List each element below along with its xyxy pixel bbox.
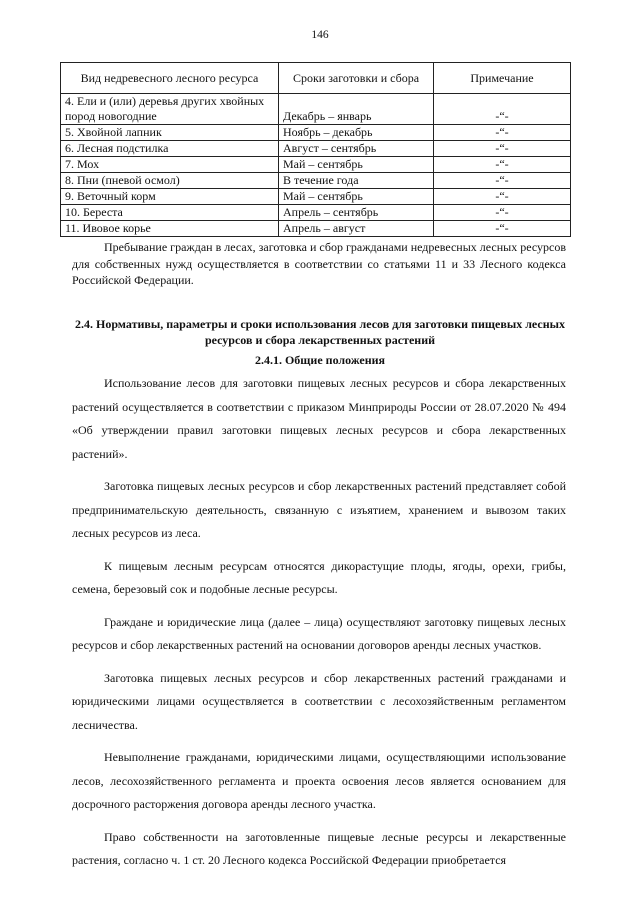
cell-resource-type: 5. Хвойной лапник <box>61 125 279 141</box>
cell-resource-type: 6. Лесная подстилка <box>61 141 279 157</box>
cell-resource-type: 11. Ивовое корье <box>61 221 279 237</box>
table-row <box>61 173 571 189</box>
cell-note: -“- <box>434 173 571 189</box>
cell-note: -“- <box>434 141 571 157</box>
cell-harvest-period: Апрель – сентябрь <box>279 205 434 221</box>
cell-harvest-period: В течение года <box>279 173 434 189</box>
table-row <box>61 221 571 237</box>
header-harvest-period: Сроки заготовки и сбора <box>279 63 434 94</box>
table-row <box>61 189 571 205</box>
section-body <box>72 372 566 873</box>
table-row <box>61 94 571 125</box>
cell-note: -“- <box>434 125 571 141</box>
body-paragraph: Заготовка пищевых лесных ресурсов и сбор лекарственных растений представляет собой предпринимательскую деятельность, связанную с изъятием, хранением и вывозом таких лесных ресурсов из леса. <box>72 479 566 540</box>
cell-harvest-period: Ноябрь – декабрь <box>279 125 434 141</box>
cell-note: -“- <box>434 94 571 125</box>
body-paragraph: Граждане и юридические лица (далее – лица) осуществляют заготовку пищевых лесных ресурсов и сбор лекарственных растений на основании договоров аренды лесных участков. <box>72 614 566 652</box>
subsection-heading: 2.4.1. Общие положения <box>254 353 386 367</box>
cell-resource-type: 8. Пни (пневой осмол) <box>61 173 279 189</box>
after-table-text <box>72 239 566 289</box>
body-paragraph: К пищевым лесным ресурсам относятся дикорастущие плоды, ягоды, орехи, грибы, семена, березовый сок и подобные лесные ресурсы. <box>72 558 566 596</box>
cell-note: -“- <box>434 189 571 205</box>
non-timber-resources-table <box>60 62 571 237</box>
cell-resource-type: 10. Береста <box>61 205 279 221</box>
table-row <box>61 205 571 221</box>
header-note: Примечание <box>434 63 571 94</box>
body-paragraph: Использование лесов для заготовки пищевых лесных ресурсов и сбора лекарственных растений осуществляется в соответствии с приказом Минприроды России от 28.07.2020 № 494 «Об утверждении правил заготовки пищевых лесных ресурсов и сбора лекарственных растений». <box>72 376 566 461</box>
cell-resource-type: 4. Ели и (или) деревья других хвойных пород новогодние <box>61 94 279 125</box>
cell-note: -“- <box>434 157 571 173</box>
body-paragraph: Заготовка пищевых лесных ресурсов и сбор лекарственных растений гражданами и юридическими лицами осуществляется в соответствии с лесохозяйственным регламентом лесничества. <box>72 670 566 732</box>
after-table-paragraph: Пребывание граждан в лесах, заготовка и сбор гражданами недревесных лесных ресурсов для собственных нужд осуществляется в соответствии со статьями 11 и 33 Лесного кодекса Российской Федерации. <box>72 240 566 287</box>
cell-harvest-period: Май – сентябрь <box>279 157 434 173</box>
cell-note: -“- <box>434 221 571 237</box>
header-resource-type: Вид недревесного лесного ресурса <box>61 63 279 94</box>
cell-harvest-period: Декабрь – январь <box>279 94 434 125</box>
table-row <box>61 141 571 157</box>
cell-note: -“- <box>434 205 571 221</box>
table-header-row <box>61 63 571 94</box>
cell-resource-type: 7. Мох <box>61 157 279 173</box>
cell-harvest-period: Апрель – август <box>279 221 434 237</box>
cell-harvest-period: Август – сентябрь <box>279 141 434 157</box>
section-heading: 2.4. Нормативы, параметры и сроки использования лесов для заготовки пищевых лесных ресурсов и сбора лекарственных растений <box>74 317 566 347</box>
table-row <box>61 125 571 141</box>
body-paragraph: Невыполнение гражданами, юридическими лицами, осуществляющими использование лесов, лесохозяйственного регламента и проекта освоения лесов является основанием для досрочного расторжения договора аренды лесного участка. <box>72 750 566 811</box>
cell-harvest-period: Май – сентябрь <box>279 189 434 205</box>
page-number: 146 <box>311 29 329 41</box>
table-row <box>61 157 571 173</box>
body-paragraph: Право собственности на заготовленные пищевые лесные ресурсы и лекарственные растения, согласно ч. 1 ст. 20 Лесного кодекса Российской Федерации приобретается <box>72 829 566 867</box>
cell-resource-type: 9. Веточный корм <box>61 189 279 205</box>
